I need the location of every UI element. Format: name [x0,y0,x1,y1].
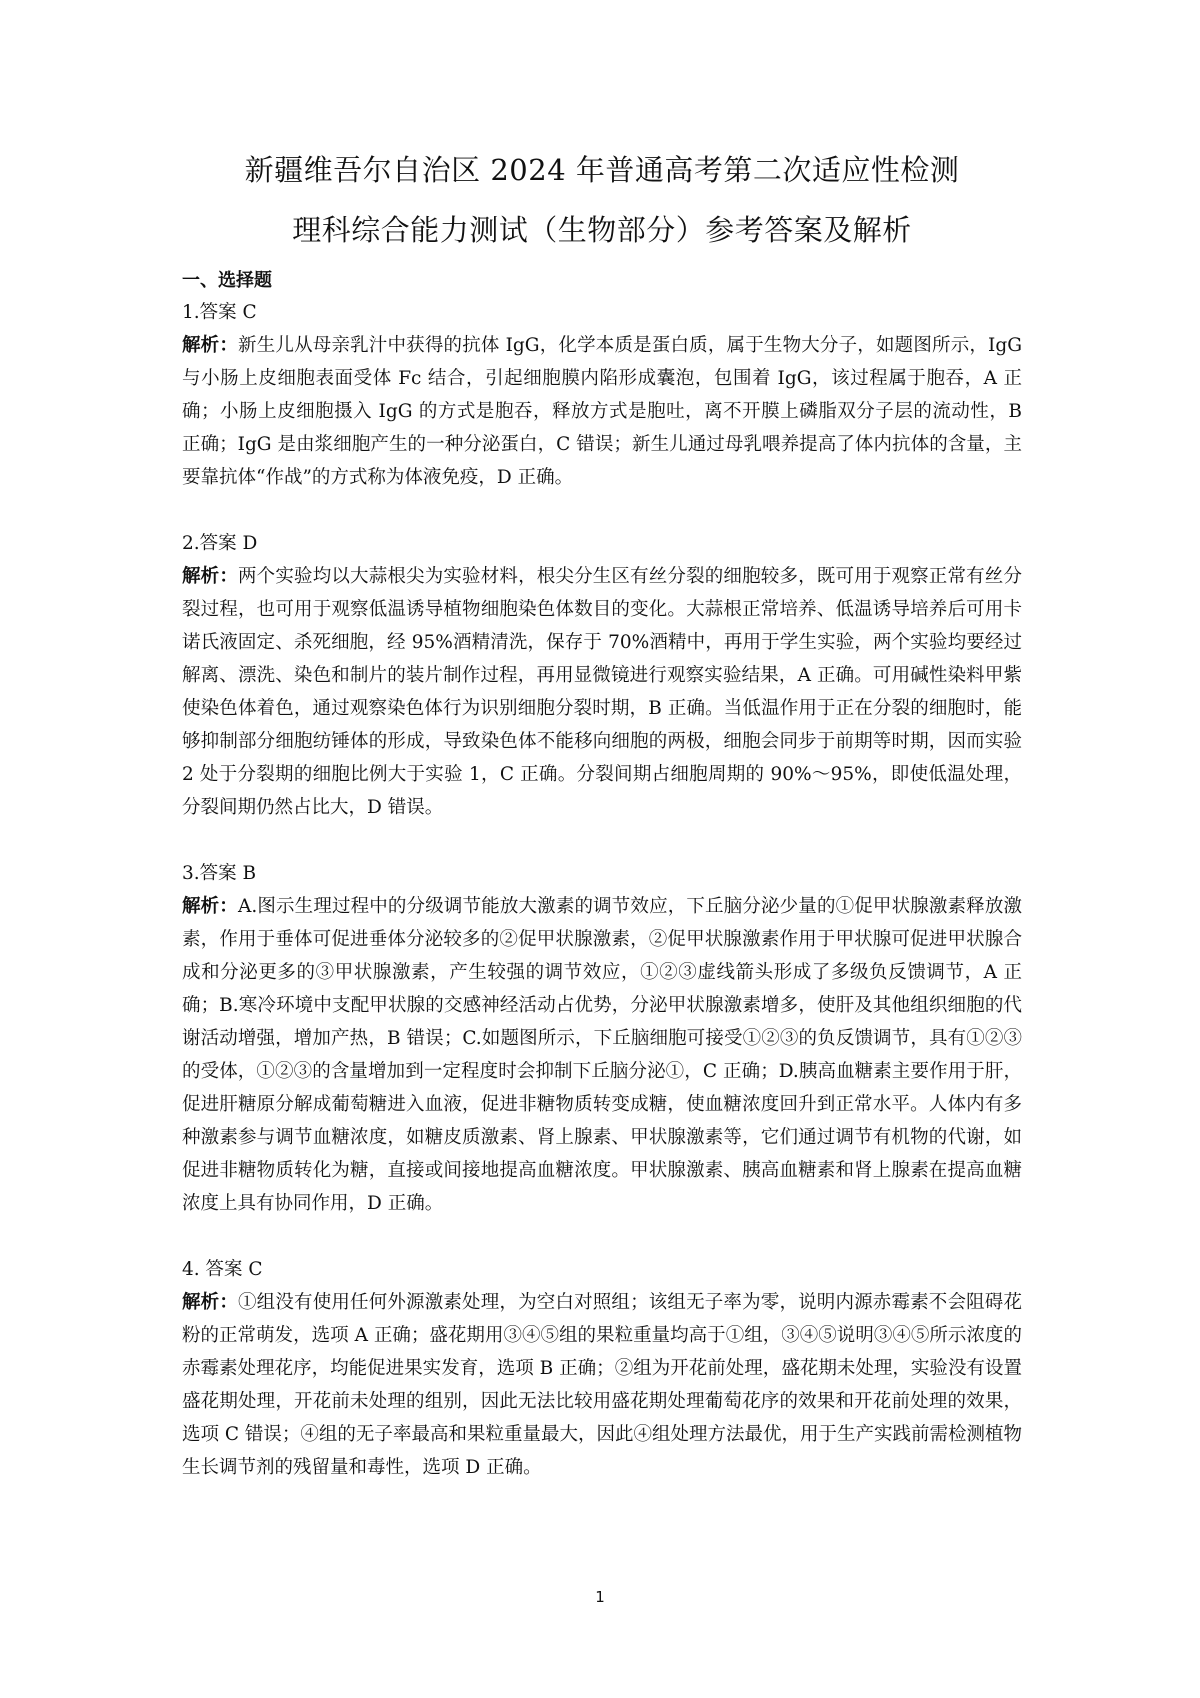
section-heading: 一、选择题 [182,270,272,291]
spacer [182,824,1022,857]
question-explanation [182,890,1022,1220]
question-4 [182,1253,1022,1484]
explanation-text: ①组没有使用任何外源激素处理，为空白对照组；该组无子率为零，说明内源赤霉素不会阻碍花粉的正常萌发，选项 A 正确；盛花期用③④⑤组的果粒重量均高于①组，③④⑤说明③④⑤所示浓度的赤霉素处理花序，均能促进果实发育，选项 B 正确；②组为开花前处理，盛花期未处理，实验没有设置盛花期处理，开花前未处理的组别，因此无法比较用盛花期处理葡萄花序的效果和开花前处理的效果，选项 C 错误；④组的无子率最高和果粒重量最大，因此④组处理方法最优，用于生产实践前需检测植物生长调节剂的残留量和毒性，选项 D 正确。 [182,1292,1022,1478]
question-explanation [182,1286,1022,1484]
explanation-text: 两个实验均以大蒜根尖为实验材料，根尖分生区有丝分裂的细胞较多，既可用于观察正常有丝分裂过程，也可用于观察低温诱导植物细胞染色体数目的变化。大蒜根正常培养、低温诱导培养后可用卡诺氏液固定、杀死细胞，经 95%酒精清洗，保存于 70%酒精中，再用于学生实验，两个实验均要经过解离、漂洗、染色和制片的装片制作过程，再用显微镜进行观察实验结果，A 正确。可用碱性染料甲紫使染色体着色，通过观察染色体行为识别细胞分裂时期，B 正确。当低温作用于正在分裂的细胞时，能够抑制部分细胞纺锤体的形成，导致染色体不能移向细胞的两极，细胞会同步于前期等时期，因而实验 2 处于分裂期的细胞比例大于实验 1，C 正确。分裂间期占细胞周期的 90%～95%，即使低温处理，分裂间期仍然占比大，D 错误。 [182,566,1022,818]
question-explanation [182,329,1022,494]
document-title: 新疆维吾尔自治区 2024 年普通高考第二次适应性检测 [244,153,960,187]
question-answer: 2.答案 D [182,533,258,554]
question-answer: 4. 答案 C [182,1259,263,1280]
explanation-label: 解析： [182,1292,239,1313]
page-number: 1 [595,1588,605,1606]
explanation-text: A.图示生理过程中的分级调节能放大激素的调节效应，下丘脑分泌少量的①促甲状腺激素释放激素，作用于垂体可促进垂体分泌较多的②促甲状腺激素，②促甲状腺激素作用于甲状腺可促进甲状腺合成和分泌更多的③甲状腺激素，产生较强的调节效应，①②③虚线箭头形成了多级负反馈调节，A 正确；B.寒冷环境中支配甲状腺的交感神经活动占优势，分泌甲状腺激素增多，使肝及其他组织细胞的代谢活动增强，增加产热，B 错误；C.如题图所示，下丘脑细胞可接受①②③的负反馈调节，具有①②③的受体，①②③的含量增加到一定程度时会抑制下丘脑分泌①，C 正确；D.胰高血糖素主要作用于肝，促进肝糖原分解成葡萄糖进入血液，促进非糖物质转变成糖，使血糖浓度回升到正常水平。人体内有多种激素参与调节血糖浓度，如糖皮质激素、肾上腺素、甲状腺激素等，它们通过调节有机物的代谢，如促进非糖物质转化为糖，直接或间接地提高血糖浓度。甲状腺激素、胰高血糖素和肾上腺素在提高血糖浓度上具有协同作用，D 正确。 [182,896,1022,1214]
question-1 [182,296,1022,494]
spacer [182,1220,1022,1253]
explanation-text: 新生儿从母亲乳汁中获得的抗体 IgG，化学本质是蛋白质，属于生物大分子，如题图所示，IgG 与小肠上皮细胞表面受体 Fc 结合，引起细胞膜内陷形成囊泡，包围着 IgG，该过程属于胞吞，A 正确；小肠上皮细胞摄入 IgG 的方式是胞吞，释放方式是胞吐，离不开膜上磷脂双分子层的流动性，B 正确；IgG 是由浆细胞产生的一种分泌蛋白，C 错误；新生儿通过母乳喂养提高了体内抗体的含量，主要靠抗体“作战”的方式称为体液免疫，D 正确。 [182,335,1022,488]
explanation-label: 解析： [182,335,239,356]
question-answer: 1.答案 C [182,302,257,323]
spacer [182,494,1022,527]
document-subtitle: 理科综合能力测试（生物部分）参考答案及解析 [292,213,912,247]
explanation-label: 解析： [182,896,238,917]
question-2 [182,527,1022,824]
question-answer: 3.答案 B [182,863,257,884]
explanation-label: 解析： [182,566,239,587]
question-3 [182,857,1022,1220]
document-page [182,150,1022,1484]
question-explanation [182,560,1022,824]
